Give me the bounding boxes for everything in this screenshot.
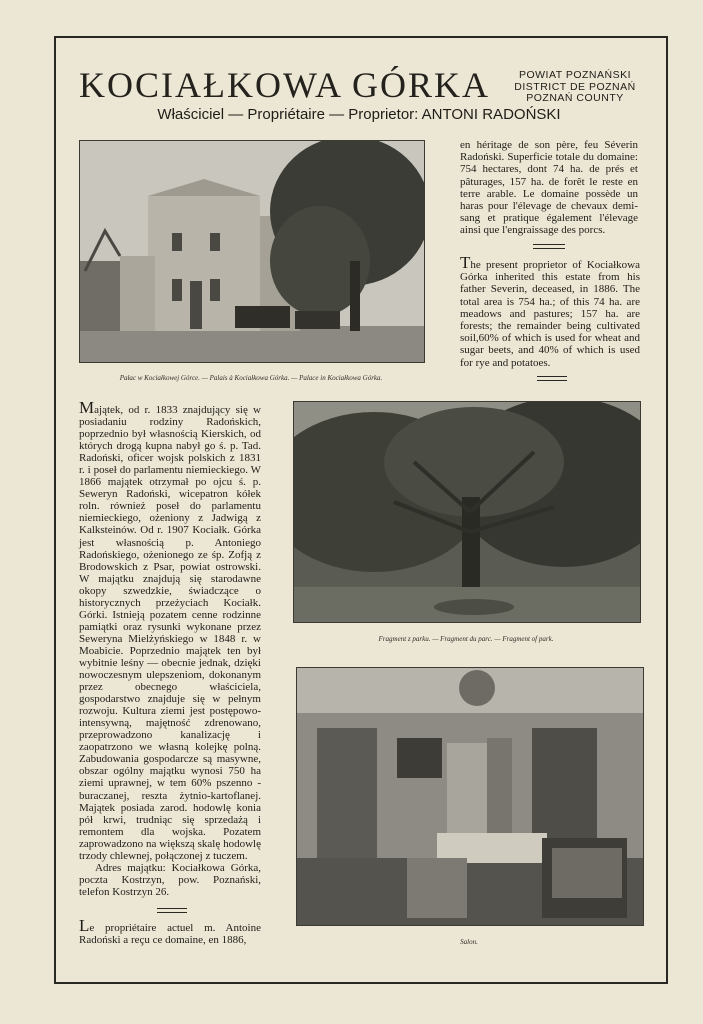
french-intro-text: en héritage de son père, feu Séverin Radoński. Superficie totale du domaine: 754 hectares, dont 74 ha. de prés et pâturages, 157 ha. de forêt le reste en terre arable. Le domaine possède un haras pour l'élevage de chevaux demi-sang et pratique également l'élevage ainsi que l'engraissage des porcs.: [460, 139, 638, 237]
palace-caption: Pałac w Kociałkowej Górce. — Palais à Kociałkowa Górka. — Palace in Kociałkowa Górka.: [119, 374, 383, 382]
park-caption: Fragment z parku. — Fragment du parc. — Fragment of park.: [378, 635, 554, 643]
salon-photo: [296, 667, 644, 926]
district-line-en: POZNAŃ COUNTY: [526, 92, 624, 104]
polish-body: ajątek, od r. 1833 znajdujący się w posiadaniu rodziny Radońskich, poprzednio był własnością Kierskich, od których drogą kupna nabył go ś. p. Tad. Radoński, oficer wojsk polskich z 1831 r. i poseł do parlamentu niemieckiego. W 1866 majątek otrzymał po ojcu ś. p. Seweryn Radoński, wicepatron kółek roln. również poseł do parlamentu niemieckiego, ożeniony z Jadwigą z Kalksteinów. Od r. 1907 Kociałk. Górka jest własnością p. Antoniego Radońskiego, ożenionego ze śp. Zofją z Brodowskich z Psar, powiat ostrowski. W majątku znajdują się starodawne okopy szwedzkie, świadczące o historycznych przeżyciach Kociałk. Górki. Istnieją pozatem cenne rodzinne pamiątki oraz rysunki wykonane przez Seweryna Mielżyńskiego w 1848 r. w Moabicie. Poprzednio majątek ten był wybitnie leśny — obecnie jednak, dzięki nowoczesnym ulepszeniom, dokonanym przez obecnego właściciela, gospodarstwo znajduje się w pełnym rozwoju. Kultura ziemi jest postępowo-intensywną, majętność zdrenowano, przeprowadzono kanalizację i zaopatrzono we własną kolejkę polną. Zabudowania gospodarcze są masywne, obszar ogólny majątku wynosi 750 ha ziemi uprawnej, w tem 60% pszenno - buraczanej, reszta żytnio-kartoflanej. Majątek posiada zarod. hodowlę konia pół krwi, trudniąc się sprzedażą i remontem dla wojska. Pozatem zaprowadzono na większą skalę hodowlę trzody chlewnej, połączonej z tuczem.: [79, 404, 261, 862]
french-dropcap: L: [79, 916, 90, 935]
district-line-pl: POWIAT POZNAŃSKI: [518, 69, 632, 81]
polish-text: [79, 398, 261, 898]
palace-photo: [79, 140, 425, 363]
french-bottom-text: [79, 916, 261, 947]
english-dropcap: T: [460, 253, 471, 272]
park-photo: [293, 401, 641, 623]
divider-rule: [157, 908, 187, 913]
estate-address: Adres majątku: Kociałkowa Górka, poczta Kostrzyn, pow. Poznański, telefon Kostrzyn 26.: [79, 861, 261, 898]
divider-rule: [537, 376, 567, 381]
salon-caption: Salon.: [460, 938, 478, 946]
french-bottom-body: e propriétaire actuel m. Antoine Radoński a reçu ce domaine, en 1886,: [79, 922, 261, 947]
divider-rule: [533, 244, 565, 249]
owner-line: Właściciel — Propriétaire — Proprietor: ANTONI RADOŃSKI: [157, 106, 561, 123]
english-body: he present proprietor of Kociałkowa Górka inherited this estate from his father Severin, deceased, in 1886. The total area is 754 ha.; of this 74 ha. are meadows and pastures; 157 ha. are forests; the remainder being cultivated soil,60% of which is used for wheat and sugar beets, and 40% of which is used for rye and potatoes.: [460, 259, 640, 369]
polish-dropcap: M: [79, 398, 95, 417]
district-line-fr: DISTRICT DE POZNAŃ: [514, 80, 636, 93]
page-title: KOCIAŁKOWA GÓRKA: [79, 65, 490, 105]
english-text: [460, 253, 640, 369]
district-label: [510, 70, 640, 105]
